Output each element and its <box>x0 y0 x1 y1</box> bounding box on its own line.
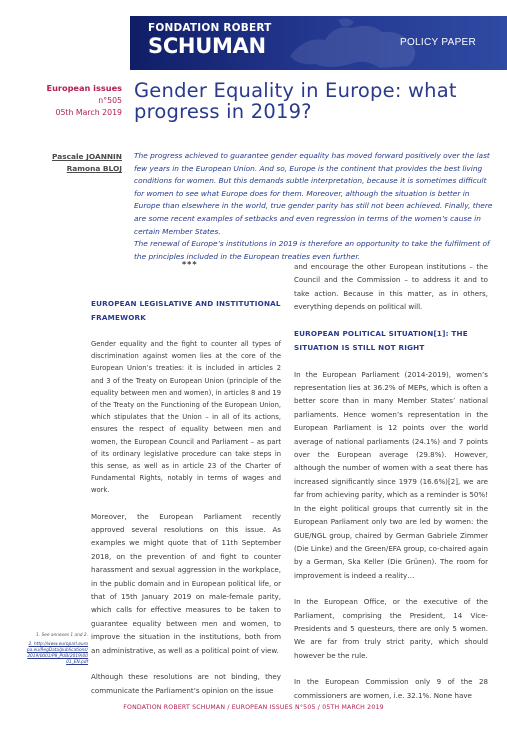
author-name[interactable]: Ramona BLOJ <box>66 164 122 173</box>
author-list <box>40 151 122 175</box>
footnote-1: 1. See annexes 1 and 2. <box>35 633 88 638</box>
body-paragraph: In the European Commission only 9 of the 28 commissioners are women, i.e. 32.1%. None have <box>294 677 488 700</box>
document-type: POLICY PAPER <box>400 37 477 48</box>
author-name[interactable]: Pascale JOANNIN <box>52 152 122 161</box>
abstract <box>134 150 496 263</box>
brand-name-line1: FONDATION ROBERT <box>148 22 272 34</box>
issue-date: 05th March 2019 <box>55 108 122 117</box>
issue-number: n°505 <box>98 96 122 105</box>
body-paragraph: Moreover, the European Parliament recently approved several resolutions on this issue. As examples we might quote that of 11th September 2018, on the prevention of and fight to counter harassment and sexual aggression in the workplace, in the public domain and in European political life, or that of 15th January 2019 on male-female parity, which calls for effective measures to be taken to guarantee equality between men and women, to improve the situation in the institutions, both from an administrative, as well as a political point of view. <box>91 511 281 655</box>
abstract-paragraph: The renewal of Europe’s institutions in 2019 is therefore an opportunity to take the fulfilment of the principles included in the European treaties even further. <box>134 239 490 261</box>
section-heading: EUROPEAN LEGISLATIVE AND INSTITUTIONAL FRAMEWORK <box>91 299 281 322</box>
section-heading: EUROPEAN POLITICAL SITUATION[1]: THE SITUATION IS STILL NOT RIGHT <box>294 328 468 352</box>
body-paragraph: Although these resolutions are not binding, they communicate the Parliament’s opinion on the issue <box>91 672 281 695</box>
right-column <box>294 260 488 702</box>
issue-series: European issues <box>46 83 122 93</box>
page-title: Gender Equality in Europe: what progress in 2019? <box>134 79 457 123</box>
footnote-2-link[interactable]: 2. http://www.europarl.europa.eu/RegData/publications/2019/0001/P8_PUB(2019)0001_EN.pdf <box>26 642 88 666</box>
body-paragraph: In the European Parliament (2014-2019), women’s representation lies at 36.2% of MEPs, which is often a better score than in many Member States’ national parliaments. Hence women’s representation in the European Parliament is 12 points over the world average of national parliaments (24.1%) and 7 points over the European average (29.8%). However, although the number of women with a seat there has increased significantly since 1979 (16.6%)[2], we are far from achieving parity, which as a reminder is 50%! In the eight political groups that currently sit in the European Parliament only two are led by women: the GUE/NGL group, chaired by German Gabriele Zimmer (Die Linke) and the Green/EFA group, co-chaired again by a German, Ska Keller (Die Grünen). The room for improvement is indeed a reality… <box>294 369 488 580</box>
page-footer: FONDATION ROBERT SCHUMAN / EUROPEAN ISSUES N°505 / 05TH MARCH 2019 <box>123 704 384 711</box>
abstract-paragraph: The progress achieved to guarantee gender equality has moved forward positively over the last few years in the European Union. And so, Europe is the continent that provides the best living conditions for women. But this demands subtle interpretation, because it is sometimes difficult for women to see what Europe does for them. Moreover, although the situation is better in Europe than elsewhere in the world, true gender parity has still not been achieved. Finally, there are some recent examples of setbacks and even regression in terms of the women’s cause in certain Member States. <box>134 151 493 236</box>
body-paragraph: In the European Office, or the executive of the Parliament, comprising the President, 14 Vice-Presidents and 5 questeurs, there are only 5 women. We are far from truly strict parity, which should however be the rule. <box>294 597 488 660</box>
brand-name-line2: SCHUMAN <box>148 34 266 58</box>
footnotes <box>26 633 88 666</box>
section-separator: *** <box>182 260 198 269</box>
left-column <box>91 297 281 697</box>
issue-info <box>40 83 122 117</box>
body-paragraph: and encourage the other European institutions – the Council and the Commission – to address it and to take action. Because in this matter, as in others, everything depends on political will. <box>294 262 488 312</box>
body-paragraph: Gender equality and the fight to counter all types of discrimination against women lies at the core of the European Union’s treaties: it is included in articles 2 and 3 of the Treaty on European Union (principle of the equality between men and women), in articles 8 and 19 of the Treaty on the Functioning of the European Union, which stipulates that the Union – in all of its actions, ensures the respect of equality between men and women, the European Council and Parliament – as part of its ordinary legislative procedure can take steps in this sense, as well as in article 23 of the Charter of Fundamental Rights, notably in terms of wages and work. <box>91 340 281 495</box>
